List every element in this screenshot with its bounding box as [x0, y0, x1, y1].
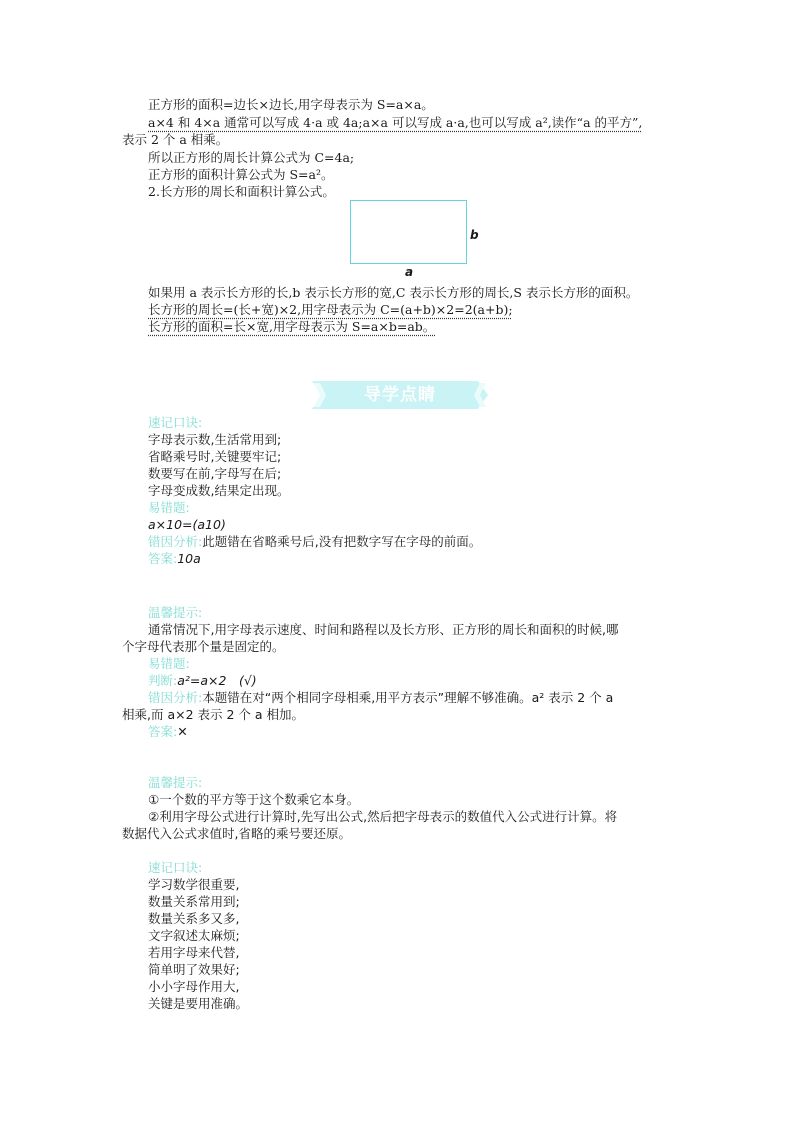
tip-text: ②利用字母公式进行计算时,先写出公式,然后把字母表示的数值代入公式进行计算。将: [148, 809, 618, 824]
error-analysis-cont: 相乘,而 a×2 表示 2 个 a 相加。: [122, 707, 305, 722]
square-area-formula: 正方形的面积计算公式为 S=a²。: [148, 167, 334, 182]
error-analysis: [148, 534, 481, 549]
tip-text: 通常情况下,用字母表示速度、时间和路程以及长方形、正方形的周长和面积的时候,哪: [148, 622, 619, 637]
area-formula-square: 正方形的面积=边长×边长,用字母表示为 S=a×a。: [148, 97, 434, 112]
rectangle-heading: 2.长方形的周长和面积计算公式。: [148, 184, 335, 199]
answer-text: ✕: [177, 724, 188, 739]
judge-text: a²=a×2 (√): [177, 673, 257, 688]
mnemonic-line: 文字叙述太麻烦;: [148, 928, 240, 943]
error-question: a×10=(a10): [148, 517, 226, 532]
notation-explanation-cont: 表示 2 个 a 相乘。: [122, 132, 229, 147]
rectangle-variables: 如果用 a 表示长方形的长,b 表示长方形的宽,C 表示长方形的周长,S 表示长方形的面积。: [148, 285, 639, 300]
error-question-label: 易错题:: [148, 500, 190, 515]
notation-explanation: a×4 和 4×a 通常可以写成 4·a 或 4a;a×a 可以写成 a·a,也可以写成 a²,读作“a 的平方”,: [148, 115, 643, 130]
mnemonic-line: 学习数学很重要,: [148, 877, 240, 892]
answer-text: 10a: [177, 551, 201, 566]
tip-label: 温馨提示:: [148, 775, 203, 790]
rectangle-label-b: b: [470, 228, 479, 242]
rectangle-area-formula: 长方形的面积=长×宽,用字母表示为 S=a×b=ab。: [148, 319, 436, 334]
mnemonic-line: 字母表示数,生活常用到;: [148, 432, 282, 447]
mnemonic-line: 关键是要用准确。: [148, 996, 249, 1011]
error-analysis-label: 错因分析:: [148, 690, 203, 705]
mnemonic-line: 小小字母作用大,: [148, 979, 240, 994]
rectangle-perimeter-formula: 长方形的周长=(长+宽)×2,用字母表示为 C=(a+b)×2=2(a+b);: [148, 302, 513, 317]
mnemonic-label: 速记口诀:: [148, 860, 203, 875]
judge-label: 判断:: [148, 673, 178, 688]
mnemonic-line: 数要写在前,字母写在后;: [148, 466, 282, 481]
mnemonic-label: 速记口诀:: [148, 415, 203, 430]
tip-text-cont: 个字母代表那个量是固定的。: [122, 639, 285, 654]
answer-label: 答案:: [148, 551, 178, 566]
answer: [148, 551, 201, 566]
answer-label: 答案:: [148, 724, 178, 739]
error-analysis-label: 错因分析:: [148, 534, 203, 549]
square-perimeter-formula: 所以正方形的周长计算公式为 C=4a;: [148, 150, 355, 165]
error-analysis-text: 此题错在省略乘号后,没有把数字写在字母的前面。: [202, 534, 482, 549]
tip-text: ①一个数的平方等于这个数乘它本身。: [148, 792, 360, 807]
error-analysis-text: 本题错在对“两个相同字母相乘,用平方表示”理解不够准确。a² 表示 2 个 a: [202, 690, 614, 705]
error-question-label: 易错题:: [148, 656, 190, 671]
mnemonic-line: 数量关系多又多,: [148, 911, 240, 926]
mnemonic-line: 若用字母来代替,: [148, 945, 240, 960]
mnemonic-line: 简单明了效果好;: [148, 962, 240, 977]
banner-title: 导学点睛: [364, 385, 436, 405]
judge-question: [148, 673, 257, 688]
rectangle-figure: [350, 200, 467, 264]
error-analysis: [148, 690, 613, 705]
tip-text-cont: 数据代入公式求值时,省略的乘号要还原。: [122, 826, 351, 841]
mnemonic-line: 字母变成数,结果定出现。: [148, 483, 290, 498]
answer: [148, 724, 188, 739]
tip-label: 温馨提示:: [148, 605, 203, 620]
mnemonic-line: 省略乘号时,关键要牢记;: [148, 449, 282, 464]
rectangle-label-a: a: [405, 265, 414, 279]
mnemonic-line: 数量关系常用到;: [148, 894, 240, 909]
